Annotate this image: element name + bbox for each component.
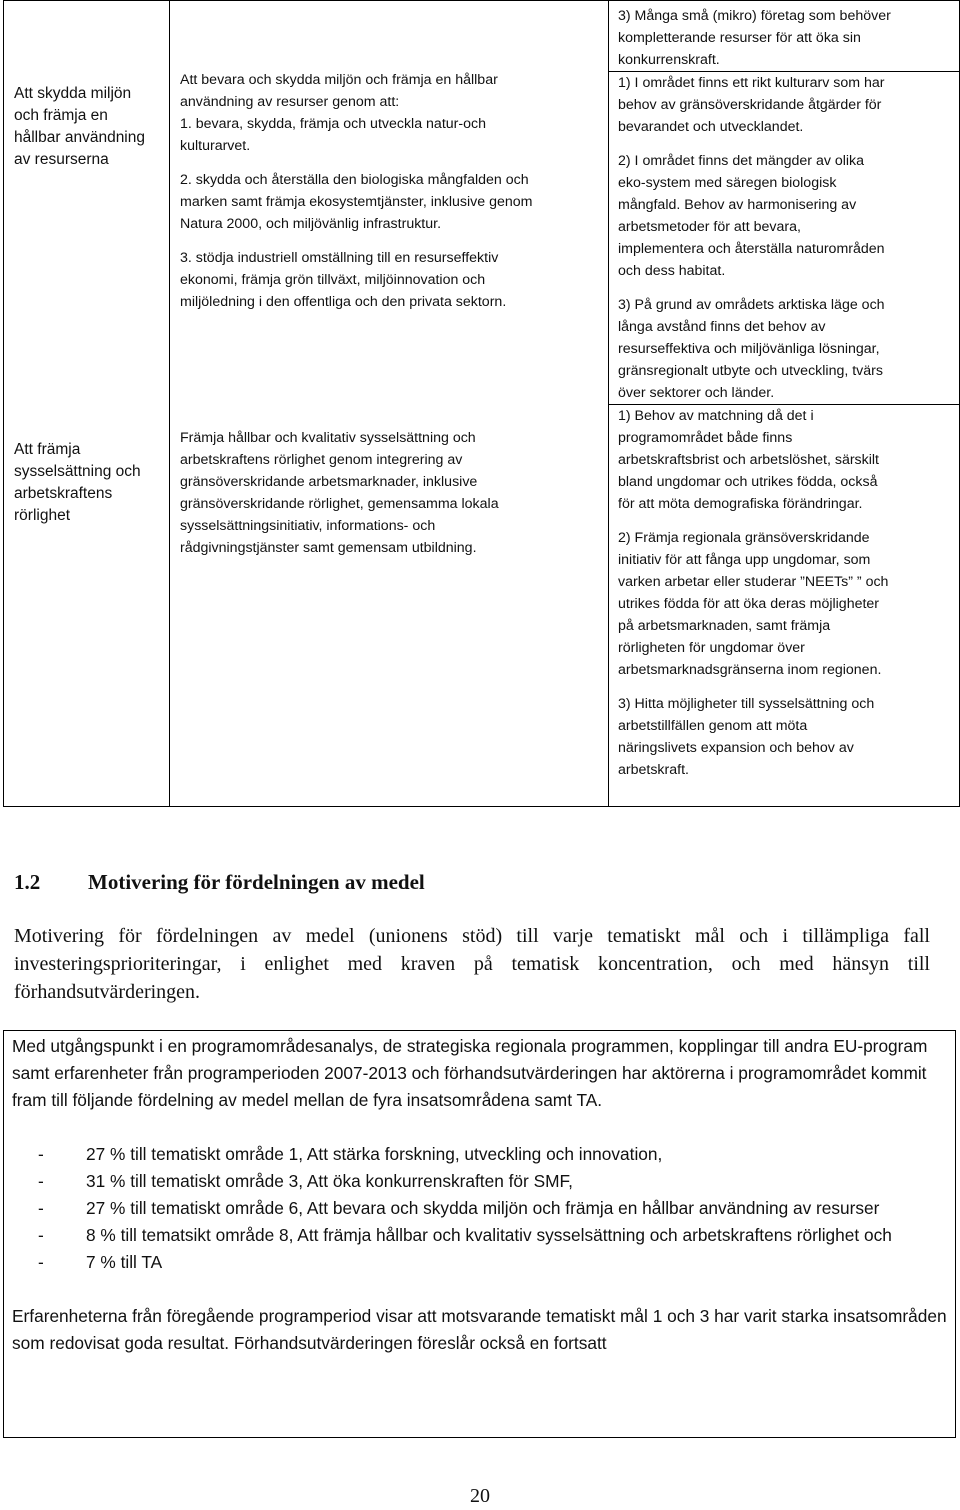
text-line: 2) Främja regionala gränsöverskridande — [618, 530, 870, 546]
employment-priorities — [180, 427, 605, 559]
text-line: för att möta demografiska förändringar. — [618, 496, 863, 512]
text-line: Natura 2000, och miljövänlig infrastruktur. — [180, 216, 442, 232]
text-line: kompletterande resurser för att öka sin — [618, 30, 861, 46]
text-line: 1) Behov av matchning då det i — [618, 408, 814, 424]
text-line: arbetstillfällen genom att möta — [618, 718, 808, 734]
text-line: sysselsättningsinitiativ, informations- och — [180, 518, 436, 534]
text-line: rådgivningstjänster samt gemensam utbildning. — [180, 540, 477, 556]
text-line: arbetsmarknadsgränserna inom regionen. — [618, 662, 882, 678]
text-line: 3. stödja industriell omställning till en resurseffektiv — [180, 250, 499, 266]
allocation-list — [12, 1141, 947, 1276]
text-line: över sektorer och länder. — [618, 385, 775, 401]
priority-column — [170, 1, 609, 807]
label-line: och främja en — [14, 107, 108, 124]
text-line: varken arbetar eller studerar ”NEETs” ” och — [618, 574, 889, 590]
label-line: rörlighet — [14, 507, 70, 524]
label-line: arbetskraftens — [14, 485, 113, 502]
text-line: mångfald. Behov av harmonisering av — [618, 197, 857, 213]
text-line: 3) Många små (mikro) företag som behöver — [618, 8, 891, 24]
text-line: 3) Hitta möjligheter till sysselsättning och — [618, 696, 875, 712]
text-line: miljöledning i den offentliga och den privata sektorn. — [180, 294, 507, 310]
section-heading — [14, 870, 425, 895]
text-line: arbetskraftens rörlighet genom integrering av — [180, 452, 463, 468]
label-environment — [14, 83, 164, 171]
label-employment — [14, 439, 164, 527]
text-line: långa avstånd finns det behov av — [618, 319, 826, 335]
needs-column — [609, 1, 960, 807]
text-line: 2. skydda och återställa den biologiska mångfalden och — [180, 172, 529, 188]
label-line: Att främja — [14, 441, 81, 458]
text-line: implementera och återställa naturområden — [618, 241, 885, 257]
text-line: arbetskraft. — [618, 762, 689, 778]
text-line: gränsregionalt utbyte och utveckling, tvärs — [618, 363, 883, 379]
list-item: - 27 % till tematiskt område 6, Att bevara och skydda miljön och främja en hållbar användning av resurser — [12, 1195, 947, 1222]
experience-paragraph: Erfarenheterna från föregående programperiod visar att motsvarande tematiskt mål 1 och 3 har varit starka insatsområden som redovisat goda resultat. Förhandsutvärderingen föreslår också en fortsatt — [12, 1306, 947, 1353]
text-line: bland ungdomar och utrikes födda, också — [618, 474, 878, 490]
label-line: hållbar användning — [14, 129, 145, 146]
allocation-intro: Med utgångspunkt i en programområdesanalys, de strategiska regionala programmen, kopplingar till andra EU-program samt erfarenheter från programperioden 2007-2013 och förhandsutvärderingen har aktörerna i programområdet kommit fram till följande fördelning av medel mellan de fyra insatsområdena samt TA. — [12, 1036, 928, 1110]
text-line: eko-system med säregen biologisk — [618, 175, 837, 191]
text-line: initiativ för att fånga upp ungdomar, som — [618, 552, 871, 568]
label-line: av resurserna — [14, 151, 109, 168]
text-line: på arbetsmarknaden, samt främja — [618, 618, 831, 634]
text-line: 1) I området finns ett rikt kulturarv som har — [618, 75, 885, 91]
text-line: programområdet både finns — [618, 430, 793, 446]
text-line: 2) I området finns det mängder av olika — [618, 153, 865, 169]
text-line: ekonomi, främja grön tillväxt, miljöinnovation och — [180, 272, 486, 288]
list-item: - 27 % till tematiskt område 1, Att stärka forskning, utveckling och innovation, — [12, 1141, 947, 1168]
text-line: resurseffektiva och miljövänliga lösningar, — [618, 341, 880, 357]
label-column — [4, 1, 170, 807]
allocation-box — [3, 1030, 956, 1438]
text-line: användning av resurser genom att: — [180, 94, 400, 110]
text-line: och dess habitat. — [618, 263, 726, 279]
text-line: kulturarvet. — [180, 138, 251, 154]
section-intro: Motivering för fördelningen av medel (unionens stöd) till varje tematiskt mål och i tillämpliga fall investeringsprioriteringar, i enlighet med kraven på tematisk koncentration, och med hänsyn till förhandsutvärderingen. — [14, 925, 930, 1003]
text-line: 3) På grund av områdets arktiska läge och — [618, 297, 885, 313]
section-title: Motivering för fördelningen av medel — [88, 870, 425, 894]
text-line: arbetsmetoder för att bevara, — [618, 219, 801, 235]
environment-priorities — [180, 69, 605, 313]
label-line: Att skydda miljön — [14, 85, 132, 102]
text-line: bevarandet och utvecklandet. — [618, 119, 804, 135]
objectives-table — [3, 0, 960, 807]
needs-list — [618, 5, 953, 781]
text-line: behov av gränsöverskridande åtgärder för — [618, 97, 882, 113]
text-line: arbetskraftsbrist och arbetslöshet, särskilt — [618, 452, 879, 468]
text-line: utrikes födda för att öka deras möjligheter — [618, 596, 880, 612]
text-line: Att bevara och skydda miljön och främja en hållbar — [180, 72, 498, 88]
label-line: sysselsättning och — [14, 463, 141, 480]
list-item: - 8 % till tematsikt område 8, Att främja hållbar och kvalitativ sysselsättning och arbetskraftens rörlighet och — [12, 1222, 947, 1249]
list-item: - 31 % till tematiskt område 3, Att öka konkurrenskraften för SMF, — [12, 1168, 947, 1195]
page-number: 20 — [470, 1485, 490, 1507]
section-number: 1.2 — [14, 870, 41, 894]
text-line: konkurrenskraft. — [618, 52, 720, 68]
text-line: gränsöverskridande arbetsmarknader, inklusive — [180, 474, 478, 490]
text-line: rörligheten för ungdomar över — [618, 640, 805, 656]
text-line: gränsöverskridande rörlighet, gemensamma lokala — [180, 496, 499, 512]
text-line: näringslivets expansion och behov av — [618, 740, 854, 756]
text-line: marken samt främja ekosystemtjänster, inklusive genom — [180, 194, 533, 210]
text-line: 1. bevara, skydda, främja och utveckla natur-och — [180, 116, 486, 132]
text-line: Främja hållbar och kvalitativ sysselsättning och — [180, 430, 476, 446]
list-item: - 7 % till TA — [12, 1249, 947, 1276]
